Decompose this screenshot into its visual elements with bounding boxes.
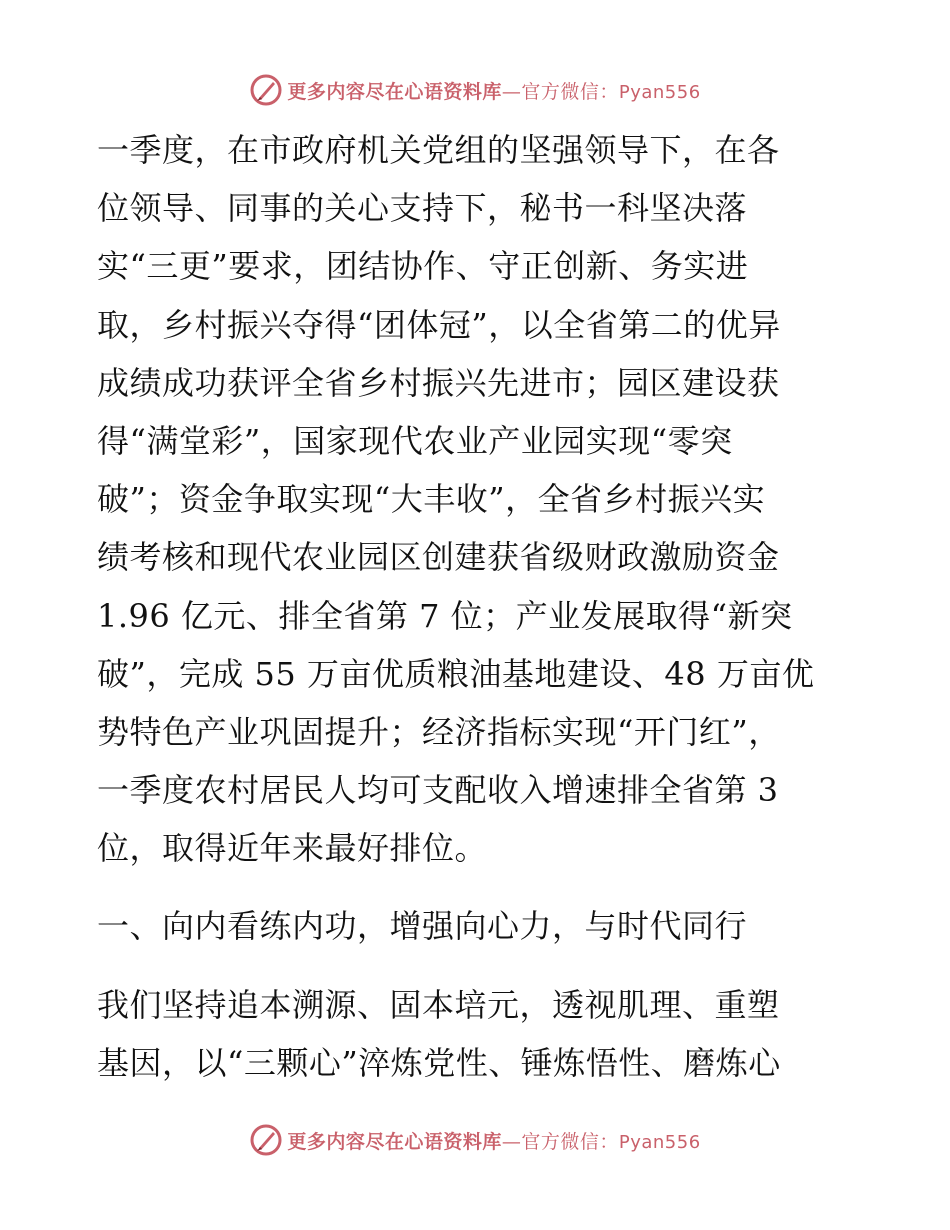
banner-separator: — — [501, 1130, 522, 1153]
text-line: 一季度，在市政府机关党组的坚强领导下，在各 — [97, 131, 780, 169]
quill-pen-logo-icon — [249, 1123, 283, 1157]
text-line: 破”，完成 55 万亩优质粮油基地建设、48 万亩优 — [97, 654, 815, 693]
header-banner — [0, 70, 950, 110]
section-heading — [97, 897, 857, 955]
banner-site-name: 更多内容尽在心语资料库 — [287, 80, 502, 103]
text-line: 破”；资金争取实现“大丰收”，全省乡村振兴实 — [97, 480, 766, 519]
text-line: 得“满堂彩”，国家现代农业产业园实现“零突 — [97, 421, 733, 460]
paragraph-section-body — [97, 976, 857, 1092]
banner-text — [287, 1127, 700, 1154]
banner-text — [287, 77, 700, 104]
banner-wechat-id: Pyan556 — [618, 1131, 701, 1153]
text-line: 基因，以“三颗心”淬炼党性、锤炼悟性、磨炼心 — [97, 1043, 781, 1082]
text-line: 成绩成功获评全省乡村振兴先进市；园区建设获 — [97, 363, 780, 402]
text-line: 位领导、同事的关心支持下，秘书一科坚决落 — [97, 189, 748, 228]
text-line: 1.96 亿元、排全省第 7 位；产业发展取得“新突 — [97, 596, 793, 635]
text-line: 实“三更”要求，团结协作、守正创新、务实进 — [97, 247, 749, 286]
banner-site-name: 更多内容尽在心语资料库 — [287, 1130, 502, 1153]
text-line: 我们坚持追本溯源、固本培元，透视肌理、重塑 — [97, 985, 780, 1024]
text-line: 势特色产业巩固提升；经济指标实现“开门红”， — [97, 712, 781, 751]
document-body — [97, 121, 857, 1092]
banner-separator: — — [501, 80, 522, 103]
paragraph-intro — [97, 121, 857, 877]
banner-wechat-id: Pyan556 — [618, 81, 701, 103]
banner-wechat-prefix: 官方微信： — [521, 1130, 619, 1153]
text-line: 绩考核和现代农业园区创建获省级财政激励资金 — [97, 538, 780, 577]
heading-line: 一、向内看练内功，增强向心力，与时代同行 — [97, 907, 748, 946]
text-line: 一季度农村居民人均可支配收入增速排全省第 3 — [97, 771, 779, 810]
banner-wechat-prefix: 官方微信： — [521, 80, 619, 103]
footer-banner — [0, 1120, 950, 1160]
text-line: 位，取得近年来最好排位。 — [97, 829, 488, 868]
quill-pen-logo-icon — [249, 73, 283, 107]
text-line: 取，乡村振兴夺得“团体冠”，以全省第二的优异 — [97, 305, 781, 344]
